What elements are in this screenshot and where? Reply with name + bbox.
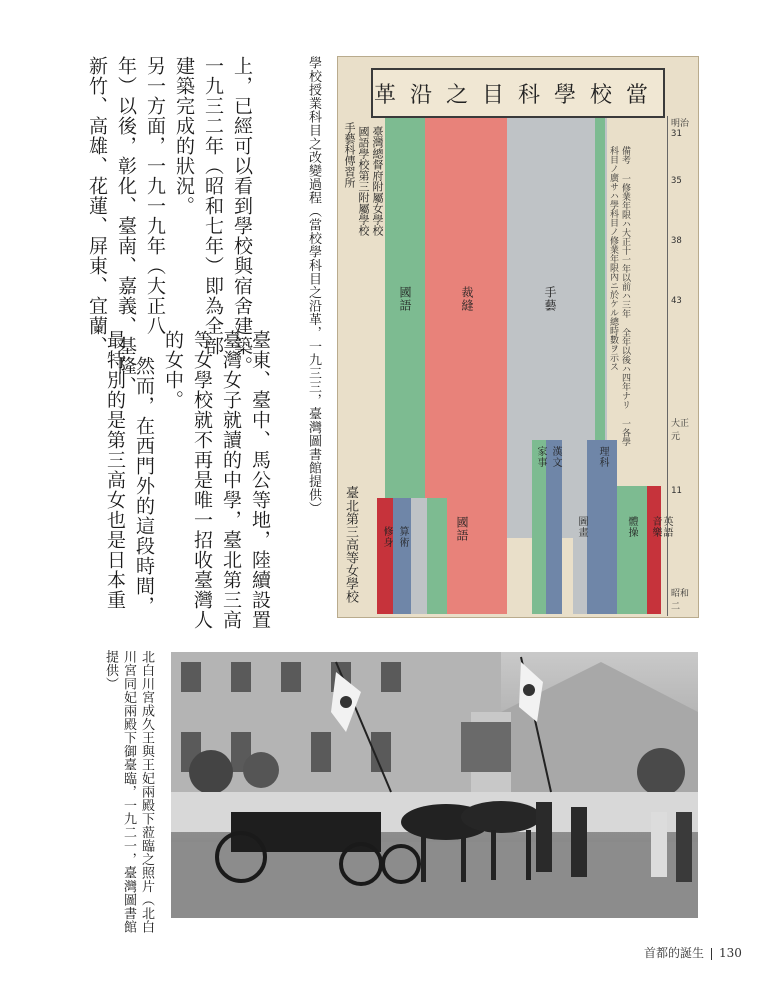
body-col: 上，已經可以看到學校與宿舍建築。: [231, 56, 253, 376]
band-label: 算術: [397, 526, 408, 548]
body-col: 臺東、臺中、馬公等地，陸續設置: [249, 330, 271, 630]
band-blue: [393, 498, 411, 614]
band-shushin: [377, 498, 393, 614]
axis-tick: 11: [671, 486, 682, 496]
band-gray2: [411, 498, 427, 614]
body-col: 建築完成的狀況。: [173, 56, 195, 216]
body-col: 年）以後，彰化、臺南、嘉義、基隆、: [115, 56, 137, 396]
band-label: 英語: [661, 516, 672, 538]
curriculum-chart-image: [337, 56, 699, 618]
school-name: 臺北第三高等女學校: [343, 486, 358, 603]
band-label: 裁縫: [460, 286, 474, 312]
band-label: 音樂: [650, 516, 661, 538]
axis-tick: 43: [671, 296, 682, 306]
axis-tick: 昭和二: [671, 589, 690, 612]
year-axis: [667, 116, 690, 616]
photo-caption: 北白川宮成久王與王妃兩殿下蒞臨之照片（北白川宮同妃兩殿下御臺臨，一九二一，臺灣圖書館提供）: [103, 650, 154, 934]
page-number: 130: [719, 946, 742, 960]
historical-photo: [171, 652, 698, 918]
band-zuga: [573, 486, 587, 614]
body-col: 等女學校就不再是唯一招收臺灣人: [191, 330, 213, 630]
book-title: 首都的誕生: [644, 946, 705, 960]
band-label: 體操: [626, 516, 637, 538]
band-label: 修身: [381, 526, 392, 548]
band-taiso: [617, 486, 647, 614]
footer-separator: [711, 948, 712, 960]
band-label: 家事: [535, 446, 546, 468]
band-kokugo-low: [427, 498, 447, 614]
body-col: 最特別的是第三高女也是日本重: [104, 330, 126, 610]
chart-caption: 學校授業科目之改變過程（當校學科目之沿革，一九三三，臺灣圖書館提供）: [306, 56, 321, 515]
photo-illustration: [171, 652, 698, 918]
axis-tick: 大正元: [671, 419, 690, 442]
body-col: 臺灣女子就讀的中學，臺北第三高: [220, 330, 242, 630]
band-label: 手藝: [543, 286, 557, 312]
band-label: 國語: [455, 516, 469, 542]
body-col: 新竹、高雄、花蓮、屏東、宜蘭、: [86, 56, 108, 356]
axis-tick: 明治31: [671, 119, 690, 139]
band-label: 漢文: [550, 446, 561, 468]
school-name: 臺灣總督府附屬女學校: [371, 126, 384, 236]
body-col: 另一方面，一九一九年（大正八: [144, 56, 166, 336]
axis-tick: 38: [671, 236, 682, 246]
band-ongaku: [647, 486, 661, 614]
page-footer: [644, 944, 742, 961]
school-name: 手藝科傳習所: [343, 122, 356, 188]
school-name: 國語學校第三附屬學校: [357, 126, 370, 236]
band-label: 理科: [597, 446, 608, 468]
body-col: 然而，在西門外的這段時間，: [133, 356, 155, 616]
band-label: 圖畫: [576, 516, 587, 538]
axis-tick: 35: [671, 176, 682, 186]
band-label: 國語: [398, 286, 412, 312]
body-text-lower: [100, 330, 274, 630]
chart-note: 備考 一修業年限ハ大正十一年以前ハ三年 全年以後ハ四年ナリ 一各學科目ノ廣サハ學科目ノ修業年限內ニ於ケル總時數ヲ示ス: [608, 146, 630, 446]
body-col: 一九三二年（昭和七年）即為全部: [202, 56, 224, 356]
chart-title: 革沿之目科學校當: [371, 68, 665, 118]
body-col: 的女中。: [162, 330, 184, 410]
